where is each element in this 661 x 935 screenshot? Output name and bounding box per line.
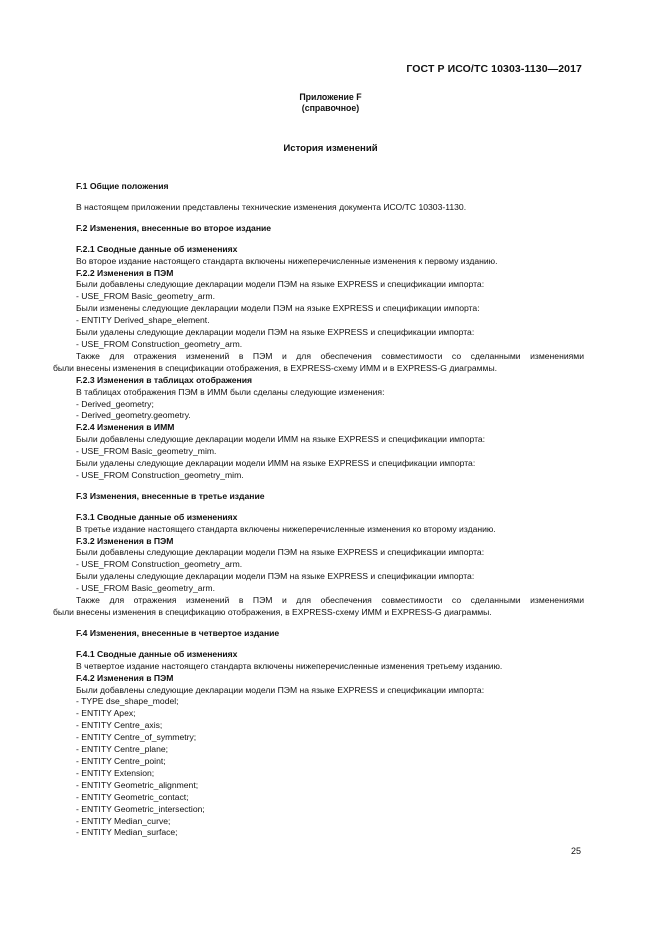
list-item: - USE_FROM Construction_geometry_arm. xyxy=(76,338,243,349)
list-item: - ENTITY Centre_plane; xyxy=(76,744,169,755)
list-item: - Derived_geometry.geometry. xyxy=(76,410,191,421)
list-item: - ENTITY Apex; xyxy=(76,708,136,719)
paragraph-line: Также для отражения изменений в ПЭМ и для обеспечения совместимости со сделанными изменениями xyxy=(76,350,584,361)
text-line: Были добавлены следующие декларации модели ИММ на языке EXPRESS и спецификации импорта: xyxy=(76,434,486,445)
annex-header xyxy=(0,92,661,114)
list-item: - ENTITY Centre_axis; xyxy=(76,720,163,731)
list-item: - USE_FROM Basic_geometry_arm. xyxy=(76,583,215,594)
subsection-heading: F.2 Изменения, внесенные во второе издание xyxy=(76,222,272,233)
section-heading: История изменений xyxy=(283,143,378,154)
text-line: Были добавлены следующие декларации модели ПЭМ на языке EXPRESS и спецификации импорта: xyxy=(76,279,485,290)
clause-heading: F.4.1 Сводные данные об изменениях xyxy=(76,648,238,659)
list-item: - ENTITY Geometric_contact; xyxy=(76,791,189,802)
subsection-heading: F.4 Изменения, внесенные в четвертое издание xyxy=(76,627,280,638)
paragraph-line: были внесены изменения в спецификацию отображения, в EXPRESS-схему ИММ и EXPRESS-G диаграммы. xyxy=(53,607,492,617)
clause-heading: F.2.3 Изменения в таблицах отображения xyxy=(76,374,253,385)
subsection-heading: F.3 Изменения, внесенные в третье издание xyxy=(76,490,265,501)
list-item: - ENTITY Centre_of_symmetry; xyxy=(76,732,197,743)
list-item: - USE_FROM Basic_geometry_arm. xyxy=(76,291,215,302)
list-item: - ENTITY Median_surface; xyxy=(76,827,178,838)
text-line: Были изменены следующие декларации модели ПЭМ на языке EXPRESS и спецификации импорта: xyxy=(76,303,480,314)
clause-heading: F.2.2 Изменения в ПЭМ xyxy=(76,267,174,278)
clause-heading: F.2.4 Изменения в ИММ xyxy=(76,422,175,433)
list-item: - ENTITY Extension; xyxy=(76,767,155,778)
clause-heading: F.2.1 Сводные данные об изменениях xyxy=(76,243,238,254)
list-item: - ENTITY Derived_shape_element. xyxy=(76,315,210,326)
text-line: В третье издание настоящего стандарта включены нижеперечисленные изменения ко второму изданию. xyxy=(76,523,496,534)
list-item: - ENTITY Geometric_intersection; xyxy=(76,803,205,814)
text-line: Были удалены следующие декларации модели ПЭМ на языке EXPRESS и спецификации импорта: xyxy=(76,327,475,338)
text-line: Были добавлены следующие декларации модели ПЭМ на языке EXPRESS и спецификации импорта: xyxy=(76,684,485,695)
text-line: В четвертое издание настоящего стандарта включены нижеперечисленные изменения третьему изданию. xyxy=(76,660,503,671)
list-item: - USE_FROM Basic_geometry_mim. xyxy=(76,446,217,457)
text-line: Во второе издание настоящего стандарта включены нижеперечисленные изменения к первому изданию. xyxy=(76,255,498,266)
clause-heading: F.3.2 Изменения в ПЭМ xyxy=(76,535,174,546)
text-line: В таблицах отображения ПЭМ в ИММ были сделаны следующие изменения: xyxy=(76,386,385,397)
list-item: - ENTITY Median_curve; xyxy=(76,815,171,826)
list-item: - USE_FROM Construction_geometry_mim. xyxy=(76,469,244,480)
list-item: - Derived_geometry; xyxy=(76,398,154,409)
paragraph: В настоящем приложении представлены технические изменения документа ИСО/ТС 10303-1130. xyxy=(76,201,467,212)
clause-heading: F.3.1 Сводные данные об изменениях xyxy=(76,511,238,522)
text-line: Были добавлены следующие декларации модели ПЭМ на языке EXPRESS и спецификации импорта: xyxy=(76,547,485,558)
list-item: - ENTITY Centre_point; xyxy=(76,755,166,766)
list-item: - USE_FROM Construction_geometry_arm. xyxy=(76,559,243,570)
list-item: - TYPE dse_shape_model; xyxy=(76,696,179,707)
list-item: - ENTITY Geometric_alignment; xyxy=(76,779,199,790)
paragraph-line: были внесены изменения в спецификации отображения, в EXPRESS-схему ИММ и в EXPRESS-G диаграммы. xyxy=(53,362,498,373)
clause-heading: F.4.2 Изменения в ПЭМ xyxy=(76,672,174,683)
text-line: Были удалены следующие декларации модели ПЭМ на языке EXPRESS и спецификации импорта: xyxy=(76,571,475,582)
paragraph-line: Также для отражения изменений в ПЭМ и для обеспечения совместимости со сделанными изменениями xyxy=(76,595,584,606)
subsection-heading: F.1 Общие положения xyxy=(76,181,169,191)
standard-code: ГОСТ Р ИСО/ТС 10303-1130—2017 xyxy=(406,63,582,75)
document-body xyxy=(53,181,584,839)
annex-subtitle: (справочное) xyxy=(301,103,360,113)
page-number: 25 xyxy=(570,846,581,856)
annex-title: Приложение F xyxy=(299,92,362,102)
text-line: Были удалены следующие декларации модели ИММ на языке EXPRESS и спецификации импорта: xyxy=(76,458,476,469)
